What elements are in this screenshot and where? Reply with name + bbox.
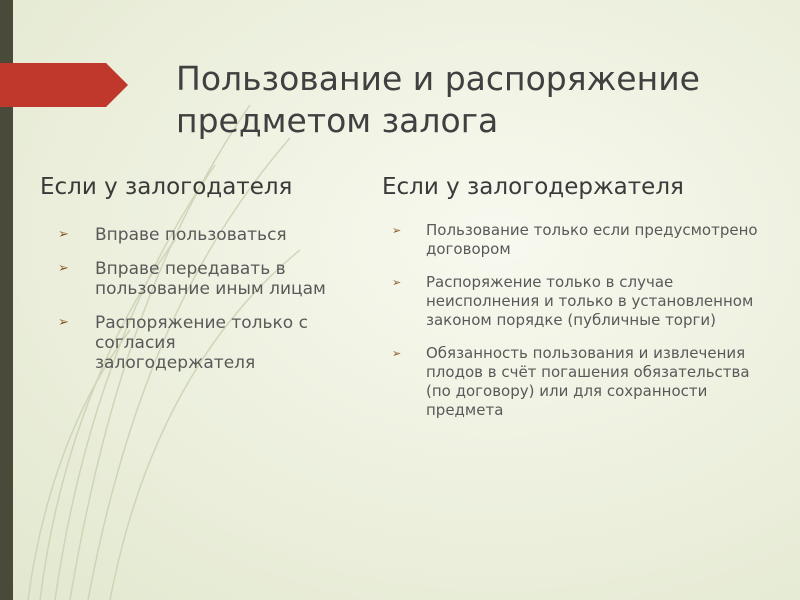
right-column-heading: Если у залогодержателя — [382, 174, 684, 200]
arrow-bullet-icon: ➢ — [58, 261, 69, 276]
left-item-text: Вправе пользоваться — [95, 225, 287, 245]
arrow-bullet-icon: ➢ — [58, 227, 69, 242]
arrow-bullet-icon: ➢ — [392, 347, 402, 360]
right-item-text: Обязанность пользования и извлечения плодов в счёт погашения обязательства (по договору) или для сохранности предмета — [426, 344, 750, 419]
slide-title: Пользование и распоряжение предметом залога — [176, 59, 700, 140]
arrow-bullet-icon: ➢ — [392, 224, 402, 237]
right-item-text: Пользование только если предусмотрено договором — [426, 221, 758, 258]
right-list-item — [392, 221, 762, 259]
right-bullet-list — [382, 221, 762, 420]
left-item-text: Вправе передавать в пользование иным лицам — [95, 259, 326, 299]
right-list-item — [392, 273, 762, 330]
left-list-item — [58, 313, 340, 373]
arrow-bullet-icon: ➢ — [392, 276, 402, 289]
left-column — [40, 172, 340, 387]
title-marker-arrow — [0, 63, 128, 107]
right-list-item — [392, 344, 762, 420]
arrow-bullet-icon: ➢ — [58, 315, 69, 330]
right-item-text: Распоряжение только в случае неисполнения и только в установленном законом порядке (публичные торги) — [426, 273, 754, 329]
left-item-text: Распоряжение только с согласия залогодержателя — [95, 313, 308, 373]
left-bullet-list — [40, 225, 340, 373]
right-column — [382, 172, 762, 434]
left-column-heading: Если у залогодателя — [40, 174, 293, 200]
left-list-item — [58, 259, 340, 299]
left-list-item — [58, 225, 340, 245]
